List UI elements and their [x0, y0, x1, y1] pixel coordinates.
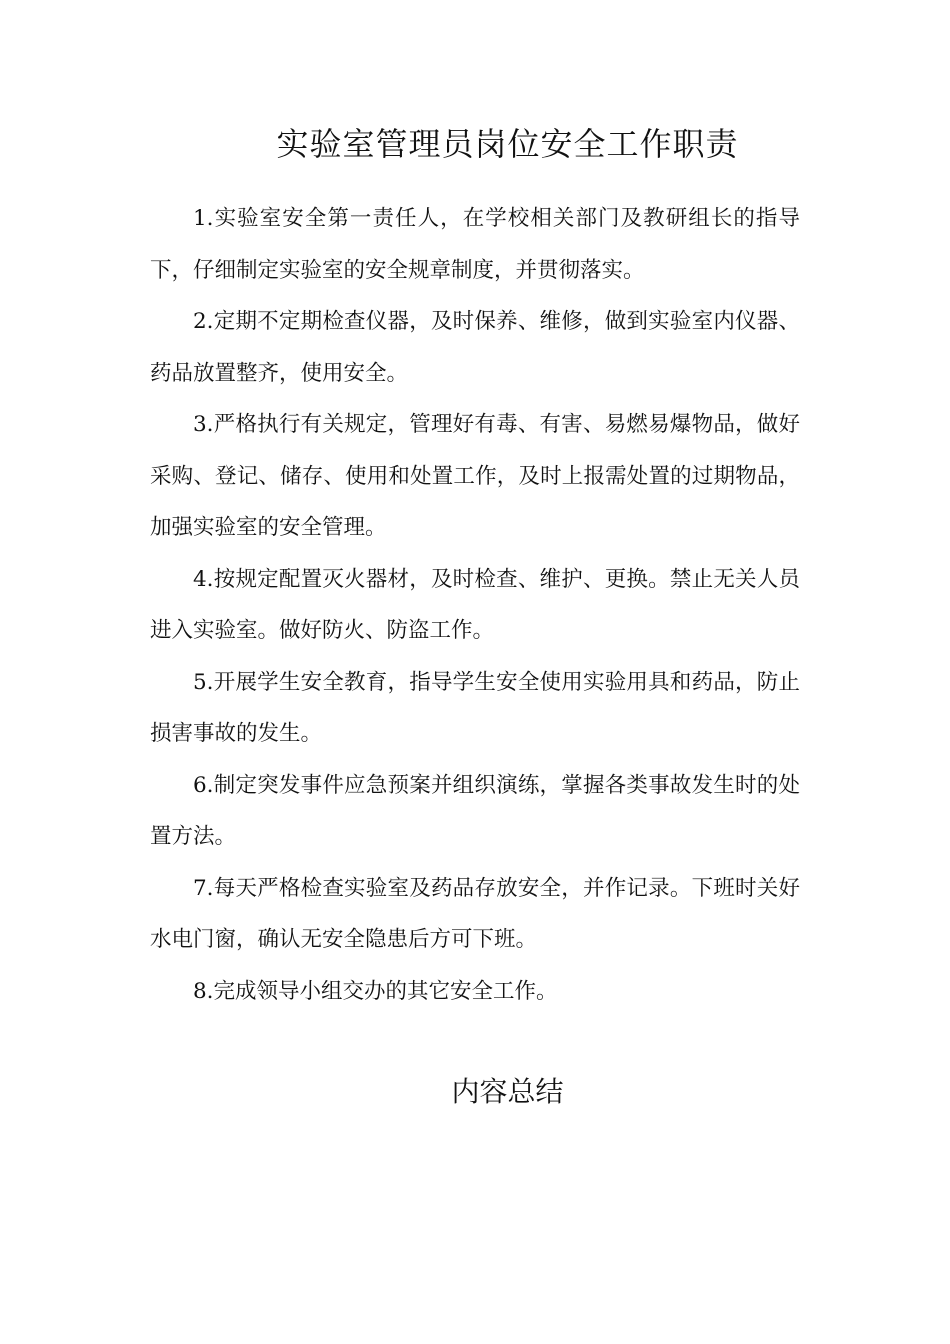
duty-paragraph-3: 3.严格执行有关规定，管理好有毒、有害、易燃易爆物品，做好采购、登记、储存、使用和处置工作，及时上报需处置的过期物品，加强实验室的安全管理。	[150, 412, 800, 540]
duty-paragraph-7: 7.每天严格检查实验室及药品存放安全，并作记录。下班时关好水电门窗，确认无安全隐患后方可下班。	[150, 875, 800, 952]
duty-paragraph-6: 6.制定突发事件应急预案并组织演练，掌握各类事故发生时的处置方法。	[150, 772, 800, 849]
duty-paragraph-8: 8.完成领导小组交办的其它安全工作。	[193, 978, 558, 1004]
duty-paragraph-2: 2.定期不定期检查仪器，及时保养、维修，做到实验室内仪器、药品放置整齐，使用安全。	[150, 309, 800, 386]
duty-paragraph-1: 1.实验室安全第一责任人，在学校相关部门及教研组长的指导下，仔细制定实验室的安全规章制度，并贯彻落实。	[150, 206, 800, 283]
document-title: 实验室管理员岗位安全工作职责	[276, 125, 739, 163]
summary-heading: 内容总结	[451, 1075, 564, 1108]
duty-paragraph-4: 4.按规定配置灭火器材，及时检查、维护、更换。禁止无关人员进入实验室。做好防火、防盗工作。	[150, 566, 800, 643]
document-body	[150, 193, 800, 1017]
duty-paragraph-5: 5.开展学生安全教育，指导学生安全使用实验用具和药品，防止损害事故的发生。	[150, 669, 800, 746]
